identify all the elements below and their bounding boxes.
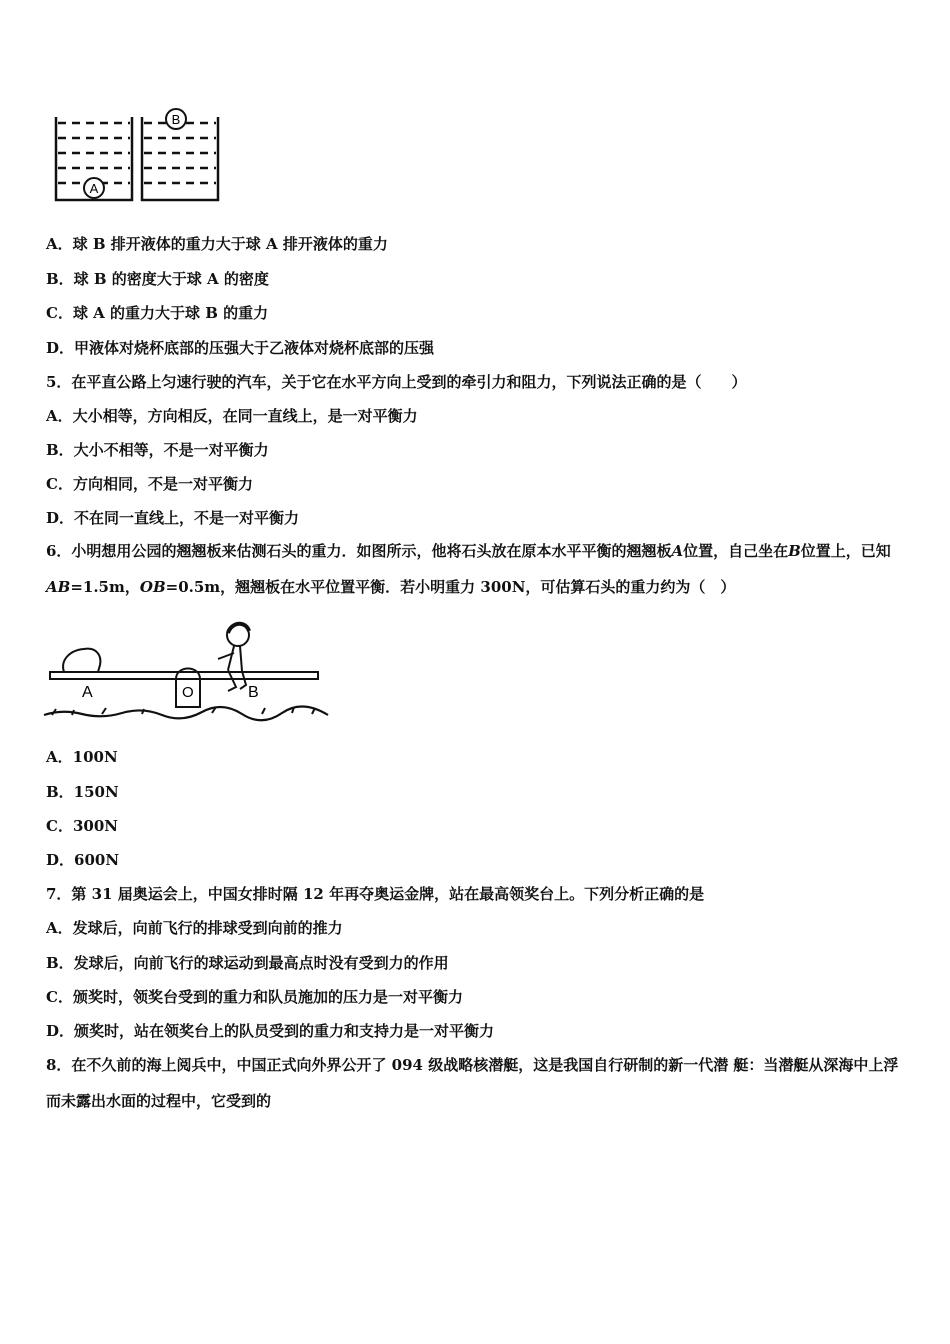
seesaw-figure: [42, 615, 332, 725]
seesaw-label-a: A: [82, 684, 93, 701]
q6-option-c: C．300N: [46, 817, 118, 835]
beakers-figure: [52, 105, 222, 205]
seesaw-label-b: B: [248, 684, 259, 701]
q7-stem: 7．第 31 届奥运会上，中国女排时隔 12 年再夺奥运金牌，站在最高领奖台上。下列分析正确的是: [46, 885, 705, 903]
ball-b-label: B: [171, 112, 181, 127]
seesaw-label-o: O: [182, 684, 194, 701]
seesaw-plank: [50, 672, 318, 679]
q4-option-d: D．甲液体对烧杯底部的压强大于乙液体对烧杯底部的压强: [46, 339, 435, 357]
q7-option-c: C．颁奖时，领奖台受到的重力和队员施加的压力是一对平衡力: [46, 988, 463, 1006]
q4-option-a: A．球 B 排开液体的重力大于球 A 排开液体的重力: [46, 235, 388, 253]
ground-line: [44, 706, 328, 720]
q6-option-a: A．100N: [46, 748, 118, 766]
q6-stem: 6．小明想用公园的翘翘板来估测石头的重力．如图所示，他将石头放在原本水平平衡的翘翘板A位置，自己坐在B位置上，已知AB=1.5m，OB=0.5m，翘翘板在水平位置平衡．若小明重力 300N，可估算石头的重力约为（ ）: [46, 542, 891, 596]
q7-option-a: A．发球后，向前飞行的排球受到向前的推力: [46, 919, 343, 937]
q5-option-b: B．大小不相等，不是一对平衡力: [46, 441, 269, 459]
stone-icon: [63, 649, 100, 672]
q4-option-c: C．球 A 的重力大于球 B 的重力: [46, 304, 269, 322]
q7-option-d: D．颁奖时，站在领奖台上的队员受到的重力和支持力是一对平衡力: [46, 1022, 495, 1040]
ball-a-label: A: [89, 181, 99, 196]
q5-option-a: A．大小相等，方向相反，在同一直线上，是一对平衡力: [46, 407, 418, 425]
q5-option-c: C．方向相同，不是一对平衡力: [46, 475, 253, 493]
q7-option-b: B．发球后，向前飞行的球运动到最高点时没有受到力的作用: [46, 954, 449, 972]
q6-option-b: B．150N: [46, 783, 119, 801]
q8-stem: 8．在不久前的海上阅兵中，中国正式向外界公开了 094 级战略核潜艇，这是我国自行研制的新一代潜 艇：当潜艇从深海中上浮而未露出水面的过程中，它受到的: [46, 1056, 899, 1110]
boy-icon: [218, 624, 249, 691]
q5-stem: 5．在平直公路上匀速行驶的汽车，关于它在水平方向上受到的牵引力和阻力，下列说法正确的是（ ）: [46, 373, 747, 391]
q6-option-d: D．600N: [46, 851, 120, 869]
beaker-right: [142, 117, 218, 200]
ball-b: [166, 109, 186, 129]
q5-option-d: D．不在同一直线上，不是一对平衡力: [46, 509, 300, 527]
ball-a: [84, 178, 104, 198]
q4-option-b: B．球 B 的密度大于球 A 的密度: [46, 270, 269, 288]
